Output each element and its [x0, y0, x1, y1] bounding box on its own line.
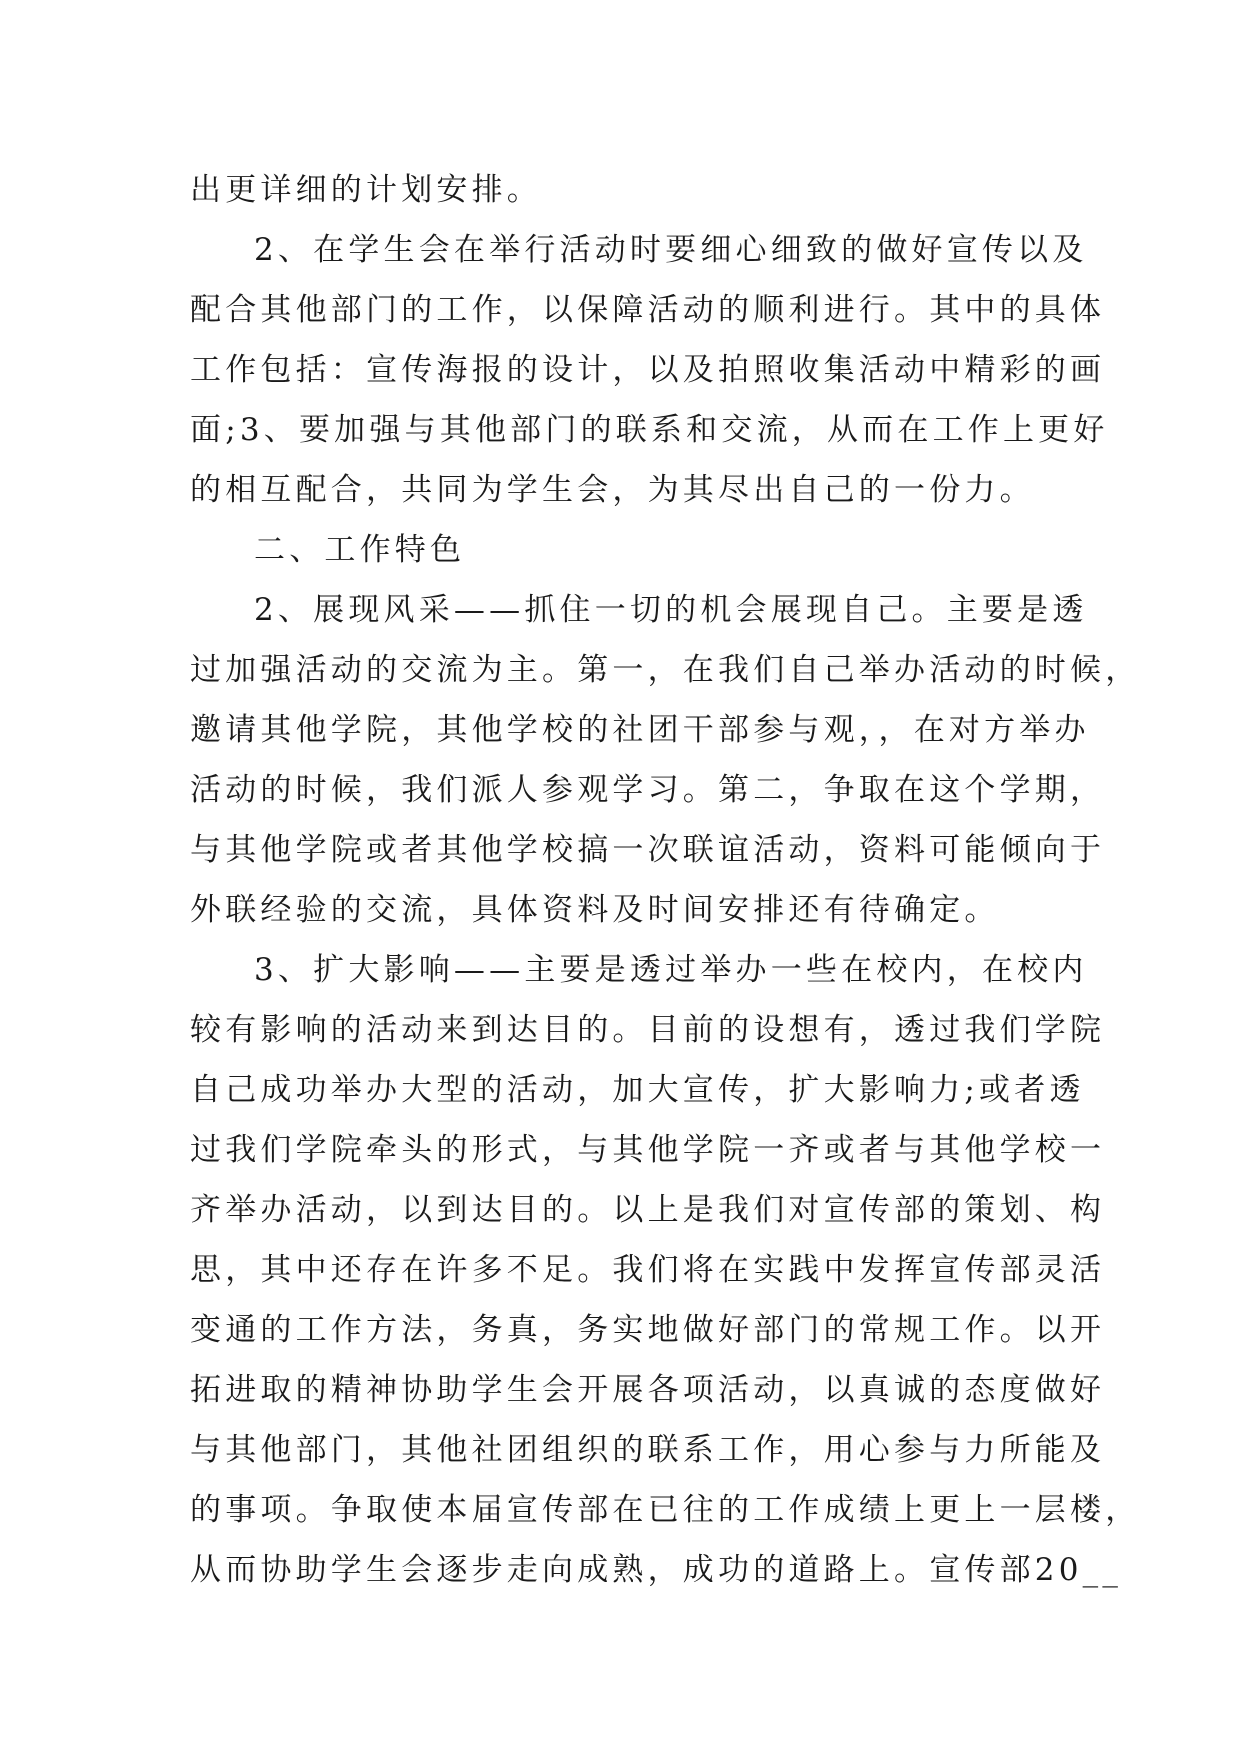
text-line: 过我们学院牵头的形式，与其他学院一齐或者与其他学校一	[190, 1132, 1106, 1168]
text-line: 从而协助学生会逐步走向成熟，成功的道路上。宣传部20__	[190, 1552, 1123, 1588]
document-body	[190, 160, 1141, 1600]
text-line: 工作包括：宣传海报的设计，以及拍照收集活动中精彩的画	[190, 352, 1106, 388]
text-line: 拓进取的精神协助学生会开展各项活动，以真诚的态度做好	[190, 1372, 1106, 1408]
text-line: 邀请其他学院，其他学校的社团干部参与观，，在对方举办	[190, 712, 1090, 748]
text-line: 的事项。争取使本届宣传部在已往的工作成绩上更上一层楼，	[190, 1492, 1141, 1528]
text-line: 出更详细的计划安排。	[190, 172, 542, 208]
text-line: 与其他学院或者其他学校搞一次联谊活动，资料可能倾向于	[190, 832, 1106, 868]
text-line: 活动的时候，我们派人参观学习。第二，争取在这个学期，	[190, 772, 1106, 808]
text-line: 变通的工作方法，务真，务实地做好部门的常规工作。以开	[190, 1312, 1106, 1348]
text-line: 外联经验的交流，具体资料及时间安排还有待确定。	[190, 892, 1000, 928]
text-line: 3、扩大影响——主要是透过举办一些在校内，在校内	[254, 952, 1088, 988]
text-line: 2、展现风采——抓住一切的机会展现自己。主要是透	[254, 592, 1088, 628]
text-line: 较有影响的活动来到达目的。目前的设想有，透过我们学院	[190, 1012, 1106, 1048]
text-line: 思，其中还存在许多不足。我们将在实践中发挥宣传部灵活	[190, 1252, 1106, 1288]
text-line: 过加强活动的交流为主。第一，在我们自己举办活动的时候，	[190, 652, 1141, 688]
text-line: 自己成功举办大型的活动，加大宣传，扩大影响力;或者透	[190, 1072, 1085, 1108]
section-heading: 二、工作特色	[254, 532, 466, 568]
text-line: 齐举办活动，以到达目的。以上是我们对宣传部的策划、构	[190, 1192, 1106, 1228]
text-line: 2、在学生会在举行活动时要细心细致的做好宣传以及	[254, 232, 1088, 268]
text-line: 的相互配合，共同为学生会，为其尽出自己的一份力。	[190, 472, 1035, 508]
text-line: 与其他部门，其他社团组织的联系工作，用心参与力所能及	[190, 1432, 1106, 1468]
text-line: 配合其他部门的工作，以保障活动的顺利进行。其中的具体	[190, 292, 1106, 328]
text-line: 面;3、要加强与其他部门的联系和交流，从而在工作上更好	[190, 412, 1109, 448]
